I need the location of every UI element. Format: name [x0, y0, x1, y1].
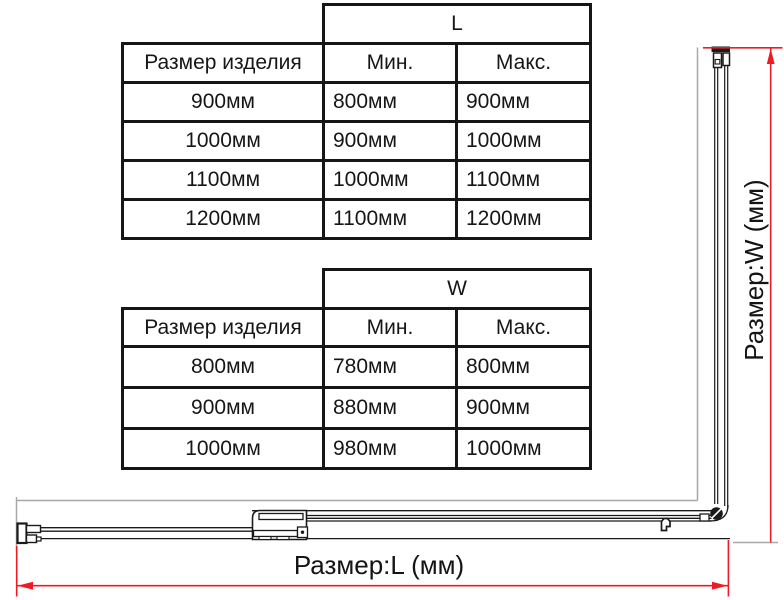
table-cell: 1000мм	[123, 122, 324, 161]
table-cell: 900мм	[324, 122, 457, 161]
table-cell: 900мм	[123, 83, 324, 122]
length-dimension-label: Размер:L (мм)	[293, 550, 465, 580]
table-cell: 880мм	[324, 388, 457, 429]
table-corner-spacer	[123, 5, 324, 44]
left-end-cap	[18, 524, 42, 544]
table-cell: 800мм	[324, 83, 457, 122]
l-arrow-right-icon	[712, 582, 728, 590]
table-cell: 900мм	[457, 388, 591, 429]
table-cell: 1000мм	[324, 161, 457, 200]
bottom-rail	[17, 511, 731, 539]
table-group-header-l: L	[324, 5, 591, 44]
table-cell: 1100мм	[324, 200, 457, 239]
table-cell: 1000мм	[457, 122, 591, 161]
side-rail	[715, 53, 728, 508]
column-header: Размер изделия	[123, 309, 324, 347]
table-cell: 800мм	[457, 347, 591, 388]
table-cell: 1000мм	[457, 429, 591, 469]
table-cell: 800мм	[123, 347, 324, 388]
table-cell: 1100мм	[457, 161, 591, 200]
roller-carriage	[253, 511, 308, 540]
table-cell: 900мм	[457, 83, 591, 122]
table-cell: 1100мм	[123, 161, 324, 200]
table-cell: 780мм	[324, 347, 457, 388]
column-header: Макс.	[457, 309, 591, 347]
column-header: Мин.	[324, 309, 457, 347]
table-cell: 1200мм	[123, 200, 324, 239]
table-cell: 1200мм	[457, 200, 591, 239]
table-cell: 980мм	[324, 429, 457, 469]
column-header: Мин.	[324, 44, 457, 83]
side-rail-top-cap	[712, 47, 731, 68]
corner-connector	[700, 505, 728, 521]
width-dimension-label: Размер:W (мм)	[739, 179, 769, 361]
table-cell: 1000мм	[123, 429, 324, 469]
column-header: Размер изделия	[123, 44, 324, 83]
column-header: Макс.	[457, 44, 591, 83]
table-corner-spacer	[123, 270, 324, 309]
door-stopper	[662, 519, 671, 531]
table-group-header-w: W	[324, 270, 591, 309]
w-arrow-up-icon	[767, 49, 775, 65]
size-table-l	[121, 3, 592, 240]
size-table-w	[121, 268, 592, 470]
table-cell: 900мм	[123, 388, 324, 429]
l-arrow-left-icon	[18, 582, 34, 590]
